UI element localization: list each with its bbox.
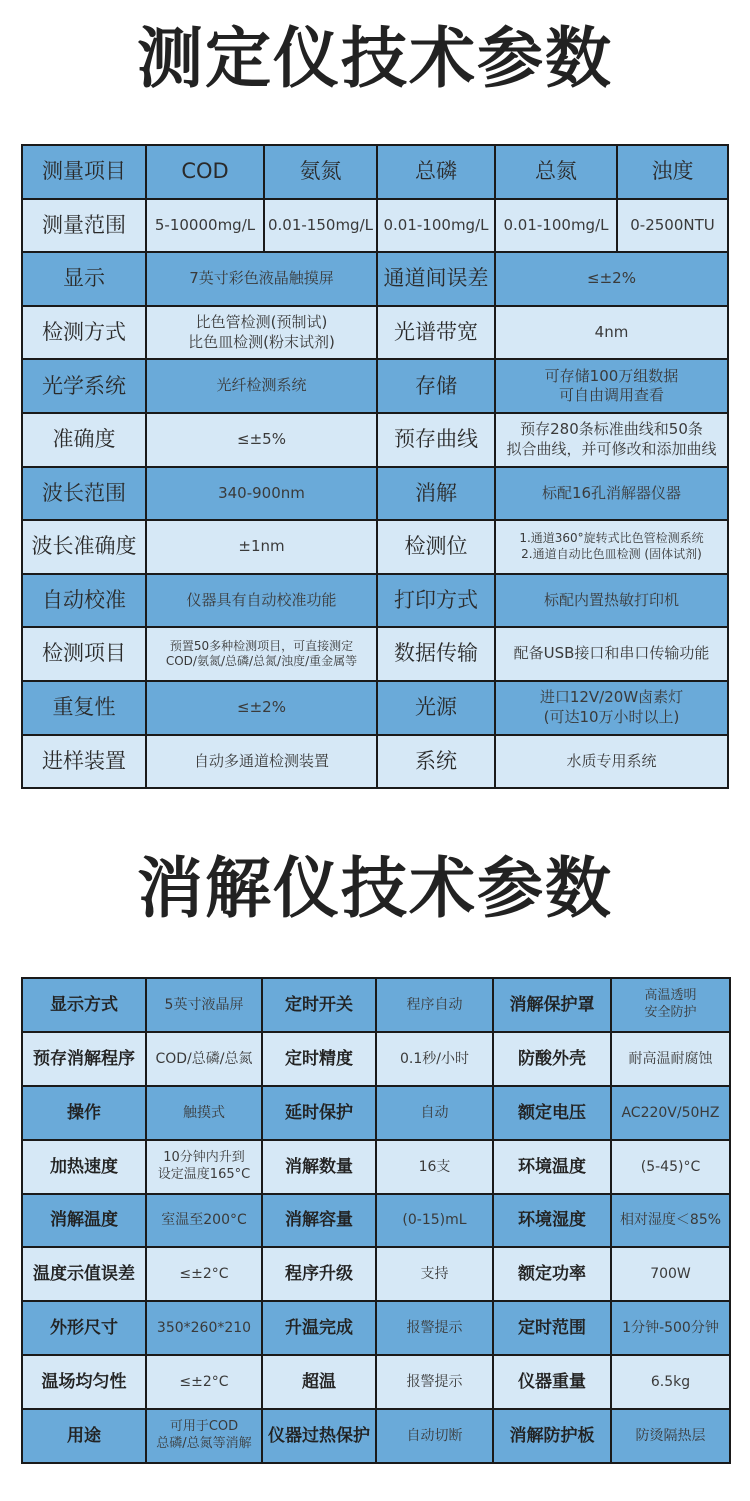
row-value bbox=[376, 1194, 493, 1248]
table-row bbox=[22, 1140, 730, 1194]
row-label: 通道间误差 bbox=[377, 252, 495, 306]
row-value bbox=[146, 978, 262, 1032]
row-value bbox=[146, 1140, 262, 1194]
cell-text: 消解容量 bbox=[285, 1210, 353, 1231]
row-label bbox=[493, 1247, 611, 1301]
cell-text: 2.通道自动比色皿检测 (固体试剂) bbox=[521, 546, 702, 561]
cell-text: 可自由调用查看 bbox=[558, 386, 664, 405]
cell-text: 预存280条标准曲线和50条 bbox=[520, 420, 703, 439]
cell-text: ≤±2% bbox=[587, 269, 636, 288]
row-label bbox=[493, 1409, 611, 1463]
row-label: 存储 bbox=[377, 359, 495, 413]
row-label bbox=[22, 1032, 146, 1086]
table-row bbox=[22, 467, 728, 521]
row-label: 检测位 bbox=[377, 520, 495, 574]
table-row bbox=[22, 681, 728, 735]
row-value bbox=[146, 252, 377, 306]
table-row bbox=[22, 978, 730, 1032]
cell-text: 水质专用系统 bbox=[566, 751, 657, 770]
cell-text: 加热速度 bbox=[50, 1156, 118, 1177]
row-value bbox=[495, 413, 728, 467]
cell-text: 自动多通道检测装置 bbox=[193, 751, 329, 770]
row-label: 数据传输 bbox=[377, 627, 495, 681]
cell-text: 用途 bbox=[67, 1426, 101, 1447]
row-value bbox=[146, 735, 377, 789]
row-value bbox=[611, 978, 730, 1032]
cell-text: 光纤检测系统 bbox=[216, 376, 307, 395]
row-label bbox=[22, 1194, 146, 1248]
column-header: 总氮 bbox=[495, 145, 617, 199]
cell-text: (可达10万小时以上) bbox=[543, 707, 680, 726]
row-value bbox=[495, 681, 728, 735]
cell-text: 350*260*210 bbox=[156, 1320, 252, 1337]
row-label bbox=[22, 1086, 146, 1140]
row-label bbox=[262, 1355, 376, 1409]
table-row bbox=[22, 735, 728, 789]
cell-text: 防酸外壳 bbox=[518, 1048, 586, 1069]
row-value bbox=[146, 1355, 262, 1409]
row-label bbox=[22, 1355, 146, 1409]
cell-text: 预置50多种检测项目，可直接测定 bbox=[169, 638, 354, 653]
table-row bbox=[22, 1355, 730, 1409]
cell-text: 标配16孔消解器仪器 bbox=[541, 483, 682, 502]
cell-text: 10分钟内升到 bbox=[163, 1149, 245, 1165]
row-label bbox=[22, 1409, 146, 1463]
row-label: 重复性 bbox=[22, 681, 146, 735]
cell-text: 预存消解程序 bbox=[33, 1048, 135, 1069]
row-label: 光源 bbox=[377, 681, 495, 735]
cell-text: 仪器具有自动校准功能 bbox=[186, 590, 337, 609]
row-value bbox=[611, 1194, 730, 1248]
section2-title: 消解仪技术参数 bbox=[137, 850, 613, 927]
cell-text: 升温完成 bbox=[285, 1318, 353, 1339]
column-header: 总磷 bbox=[377, 145, 495, 199]
row-value bbox=[611, 1301, 730, 1355]
range-value: 0.01-100mg/L bbox=[495, 199, 617, 253]
row-label: 系统 bbox=[377, 735, 495, 789]
row-value bbox=[146, 1086, 262, 1140]
row-label: 消解 bbox=[377, 467, 495, 521]
row-label: 进样装置 bbox=[22, 735, 146, 789]
row-label bbox=[493, 1032, 611, 1086]
row-label bbox=[493, 1140, 611, 1194]
row-label: 预存曲线 bbox=[377, 413, 495, 467]
cell-text: 700W bbox=[650, 1266, 691, 1283]
row-label: 光谱带宽 bbox=[377, 306, 495, 360]
row-label: 准确度 bbox=[22, 413, 146, 467]
cell-text: 报警提示 bbox=[406, 1320, 463, 1337]
table-row bbox=[22, 1086, 730, 1140]
section1-title: 测定仪技术参数 bbox=[137, 20, 613, 97]
row-value bbox=[611, 1086, 730, 1140]
row-value bbox=[611, 1355, 730, 1409]
cell-text: 消解数量 bbox=[285, 1156, 353, 1177]
row-value bbox=[146, 520, 377, 574]
row-label: 测量范围 bbox=[22, 199, 146, 253]
cell-text: 消解防护板 bbox=[509, 1426, 595, 1447]
row-value bbox=[495, 306, 728, 360]
cell-text: 定时范围 bbox=[518, 1318, 586, 1339]
cell-text: 16支 bbox=[418, 1158, 451, 1175]
digester-spec-table bbox=[21, 977, 731, 1464]
cell-text: 比色管检测(预制试) bbox=[195, 313, 328, 332]
row-label bbox=[262, 1032, 376, 1086]
table-row bbox=[22, 145, 728, 199]
cell-text: 安全防护 bbox=[644, 1004, 697, 1020]
table-row bbox=[22, 413, 728, 467]
row-label bbox=[262, 978, 376, 1032]
row-label: 检测方式 bbox=[22, 306, 146, 360]
cell-text: COD/氨氮/总磷/总氮/浊度/重金属等 bbox=[165, 654, 358, 669]
cell-text: ≤±2°C bbox=[179, 1266, 229, 1283]
cell-text: 程序升级 bbox=[285, 1264, 353, 1285]
table-row bbox=[22, 520, 728, 574]
row-value bbox=[495, 252, 728, 306]
table-row bbox=[22, 199, 728, 253]
table-row bbox=[22, 1409, 730, 1463]
cell-text: 环境温度 bbox=[518, 1156, 586, 1177]
range-value: 5-10000mg/L bbox=[146, 199, 264, 253]
cell-text: 340-900nm bbox=[218, 483, 305, 502]
cell-text: 支持 bbox=[420, 1266, 449, 1283]
row-value bbox=[611, 1409, 730, 1463]
row-value bbox=[495, 467, 728, 521]
row-value bbox=[146, 574, 377, 628]
cell-text: 拟合曲线，并可修改和添加曲线 bbox=[506, 439, 717, 458]
row-label bbox=[493, 978, 611, 1032]
cell-text: 报警提示 bbox=[406, 1374, 463, 1391]
column-header: 氨氮 bbox=[264, 145, 377, 199]
row-value bbox=[146, 681, 377, 735]
row-label: 自动校准 bbox=[22, 574, 146, 628]
table-row bbox=[22, 252, 728, 306]
cell-text: 4nm bbox=[594, 322, 629, 341]
cell-text: 1.通道360°旋转式比色管检测系统 bbox=[519, 531, 704, 546]
row-value bbox=[146, 1247, 262, 1301]
row-label bbox=[22, 1301, 146, 1355]
row-value bbox=[495, 627, 728, 681]
cell-text: 可存储100万组数据 bbox=[544, 366, 679, 385]
cell-text: 消解温度 bbox=[50, 1210, 118, 1231]
cell-text: 定时精度 bbox=[285, 1048, 353, 1069]
column-header: 浊度 bbox=[617, 145, 728, 199]
row-label: 检测项目 bbox=[22, 627, 146, 681]
row-value bbox=[376, 1032, 493, 1086]
row-label: 显示 bbox=[22, 252, 146, 306]
range-value: 0.01-150mg/L bbox=[264, 199, 377, 253]
range-value: 0-2500NTU bbox=[617, 199, 728, 253]
table-row bbox=[22, 627, 728, 681]
cell-text: ≤±5% bbox=[237, 430, 286, 449]
cell-text: 防烫隔热层 bbox=[635, 1427, 706, 1444]
cell-text: 额定电压 bbox=[518, 1102, 586, 1123]
cell-text: 仪器重量 bbox=[518, 1372, 586, 1393]
row-value bbox=[376, 1086, 493, 1140]
row-value bbox=[146, 1194, 262, 1248]
cell-text: 延时保护 bbox=[285, 1102, 353, 1123]
cell-text: (0-15)mL bbox=[402, 1212, 467, 1229]
row-value bbox=[611, 1247, 730, 1301]
cell-text: 耐高温耐腐蚀 bbox=[628, 1050, 713, 1067]
cell-text: (5-45)°C bbox=[640, 1158, 701, 1175]
cell-text: 程序自动 bbox=[406, 996, 463, 1013]
row-label bbox=[22, 1247, 146, 1301]
cell-text: 外形尺寸 bbox=[50, 1318, 118, 1339]
row-label bbox=[493, 1355, 611, 1409]
row-value bbox=[611, 1140, 730, 1194]
row-value bbox=[146, 467, 377, 521]
row-value bbox=[376, 1301, 493, 1355]
row-value bbox=[146, 359, 377, 413]
cell-text: 定时开关 bbox=[285, 994, 353, 1015]
table-row bbox=[22, 1194, 730, 1248]
table-row bbox=[22, 306, 728, 360]
row-label bbox=[262, 1301, 376, 1355]
cell-text: 触摸式 bbox=[183, 1104, 225, 1121]
row-value bbox=[146, 627, 377, 681]
cell-text: AC220V/50HZ bbox=[621, 1104, 720, 1121]
cell-text: 操作 bbox=[67, 1102, 101, 1123]
row-label bbox=[262, 1086, 376, 1140]
row-label: 波长准确度 bbox=[22, 520, 146, 574]
row-label bbox=[22, 978, 146, 1032]
row-value bbox=[146, 1032, 262, 1086]
row-label bbox=[262, 1409, 376, 1463]
cell-text: 室温至200°C bbox=[161, 1212, 247, 1229]
row-label bbox=[22, 1140, 146, 1194]
row-value bbox=[495, 735, 728, 789]
cell-text: 环境湿度 bbox=[518, 1210, 586, 1231]
row-label bbox=[493, 1086, 611, 1140]
cell-text: 6.5kg bbox=[650, 1374, 691, 1391]
row-value bbox=[146, 1409, 262, 1463]
analyzer-spec-table bbox=[21, 144, 729, 789]
row-value bbox=[495, 359, 728, 413]
cell-text: 可用于COD bbox=[169, 1419, 239, 1435]
cell-text: 进口12V/20W卤素灯 bbox=[539, 688, 684, 707]
cell-text: 1分钟-500分钟 bbox=[622, 1320, 719, 1337]
cell-text: 标配内置热敏打印机 bbox=[543, 590, 679, 609]
row-label: 波长范围 bbox=[22, 467, 146, 521]
cell-text: 温场均匀性 bbox=[41, 1372, 127, 1393]
cell-text: 相对湿度＜85% bbox=[619, 1212, 722, 1229]
row-value bbox=[146, 306, 377, 360]
cell-text: 自动切断 bbox=[406, 1427, 463, 1444]
row-value bbox=[376, 978, 493, 1032]
cell-text: 超温 bbox=[302, 1372, 336, 1393]
table-row bbox=[22, 359, 728, 413]
row-value bbox=[611, 1032, 730, 1086]
table-row bbox=[22, 1247, 730, 1301]
table-row bbox=[22, 574, 728, 628]
row-label bbox=[262, 1247, 376, 1301]
cell-text: 0.1秒/小时 bbox=[400, 1050, 469, 1067]
cell-text: ≤±2°C bbox=[179, 1374, 229, 1391]
range-value: 0.01-100mg/L bbox=[377, 199, 495, 253]
row-value bbox=[495, 574, 728, 628]
cell-text: 额定功率 bbox=[518, 1264, 586, 1285]
row-value bbox=[146, 413, 377, 467]
cell-text: 5英寸液晶屏 bbox=[164, 996, 244, 1013]
row-value bbox=[376, 1355, 493, 1409]
cell-text: 温度示值误差 bbox=[33, 1264, 135, 1285]
cell-text: 高温透明 bbox=[644, 988, 697, 1004]
cell-text: 设定温度165°C bbox=[157, 1166, 251, 1182]
row-value bbox=[146, 1301, 262, 1355]
column-header: COD bbox=[146, 145, 264, 199]
cell-text: 显示方式 bbox=[50, 994, 118, 1015]
cell-text: 比色皿检测(粉末试剂) bbox=[188, 332, 335, 351]
cell-text: 自动 bbox=[420, 1104, 449, 1121]
row-label: 测量项目 bbox=[22, 145, 146, 199]
cell-text: 7英寸彩色液晶触摸屏 bbox=[189, 269, 334, 288]
row-value bbox=[376, 1409, 493, 1463]
cell-text: 总磷/总氮等消解 bbox=[156, 1436, 252, 1452]
cell-text: 消解保护罩 bbox=[509, 994, 595, 1015]
cell-text: ≤±2% bbox=[237, 697, 286, 716]
row-value bbox=[376, 1247, 493, 1301]
table-row bbox=[22, 1301, 730, 1355]
row-value bbox=[495, 520, 728, 574]
cell-text: ±1nm bbox=[238, 537, 285, 556]
row-label bbox=[262, 1194, 376, 1248]
row-label bbox=[493, 1194, 611, 1248]
row-label bbox=[493, 1301, 611, 1355]
row-label bbox=[262, 1140, 376, 1194]
table-row bbox=[22, 1032, 730, 1086]
cell-text: 仪器过热保护 bbox=[268, 1426, 370, 1447]
cell-text: COD/总磷/总氮 bbox=[155, 1050, 253, 1067]
cell-text: 配备USB接口和串口传输功能 bbox=[513, 644, 710, 663]
row-label: 打印方式 bbox=[377, 574, 495, 628]
row-value bbox=[376, 1140, 493, 1194]
row-label: 光学系统 bbox=[22, 359, 146, 413]
